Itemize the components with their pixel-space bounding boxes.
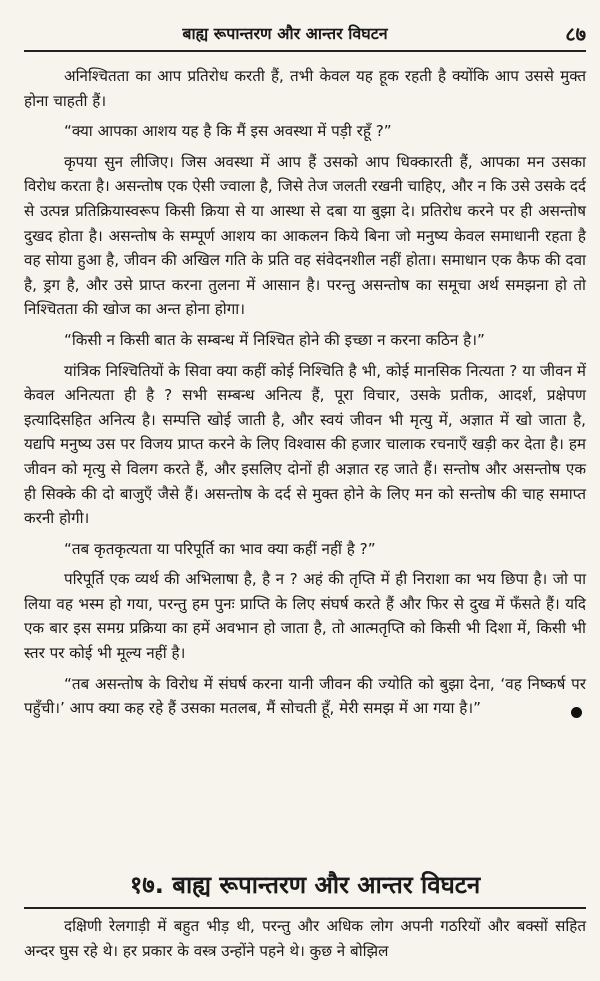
- dialogue-paragraph: “क्या आपका आशय यह है कि मैं इस अवस्था में पड़ी रहूँ ?”: [64, 122, 392, 141]
- page-number: ८७: [565, 22, 586, 46]
- paragraph: दक्षिणी रेलगाड़ी में बहुत भीड़ थी, परन्तु और अधिक लोग अपनी गठरियों और बक्सों सहित अन्दर घुस रहे थे। हर प्रकार के वस्त्र उन्होंने पहने थे। कुछ ने बोझिल: [24, 917, 586, 960]
- paragraph: कृपया सुन लीजिए। जिस अवस्था में आप हैं उसको आप धिक्कारती हैं, आपका मन उसका विरोध करता है। असन्तोष एक ऐसी ज्वाला है, जिसे तेज जलती रखनी चाहिए, और न कि उसे उसके दर्द से उत्पन्न प्रतिक्रियास्वरूप किसी क्रिया से या आस्था से दबा या बुझा दे। प्रतिरोध करने पर ही असन्तोष दुखद होता है। असन्तोष के सम्पूर्ण आशय का आकलन किये बिना जो मनुष्य केवल समाधानी रहता है वह सोया हुआ है, जीवन की अखिल गति के प्रति वह संवेदनशील नहीं होता। समाधान एक कैफ की दवा है, ड्रग है, और उसे प्राप्त करना तुलना में आसान है। परन्तु असन्तोष का समूचा अर्थ समझना हो तो निश्चितता की खोज का अन्त होना होगा।: [24, 152, 586, 319]
- section-end-row: [24, 727, 586, 737]
- paragraph: अनिश्चितता का आप प्रतिरोध करती हैं, तभी केवल यह हूक रहती है क्योंकि आप उससे मुक्त होना चाहती हैं।: [24, 67, 586, 110]
- section-end-bullet: [571, 707, 582, 718]
- paragraph: यांत्रिक निश्चितियों के सिवा क्या कहीं कोई निश्चिति है भी, कोई मानसिक नित्यता ? या जीवन में केवल अनित्यता ही है ? सभी सम्बन्ध अनित्य हैं, पूरा विचार, उसके प्रतीक, आदर्श, प्रक्षेपण इत्यादिसहित अनित्य है। सम्पत्ति खोई जाती है, और स्वयं जीवन भी मृत्यु में, अज्ञात में खो जाता है, यद्यपि मनुष्य उस पर विजय प्राप्त करने के लिए विश्वास की हजार चालाक रचनाएँ खड़ी कर देता है। हम जीवन को मृत्यु से विलग करते हैं, और इसलिए दोनों ही अज्ञात रह जाते हैं। सन्तोष और असन्तोष एक ही सिक्के की दो बाजुएँ जैसे हैं। असन्तोष के दर्द से मुक्त होने के लिए मन को सन्तोष की चाह समाप्त करनी होगी।: [24, 361, 586, 528]
- paragraph: परिपूर्ति एक व्यर्थ की अभिलाषा है, है न ? अहं की तृप्ति में ही निराशा का भय छिपा है। जो पा लिया वह भस्म हो गया, परन्तु हम पुनः प्राप्ति के लिए संघर्ष करते हैं और फिर से दुख में फँसते हैं। यदि एक बार इस समग्र प्रक्रिया का हमें अवभान हो जाता है, तो आत्मतृप्ति को किसी भी दिशा में, किसी भी स्तर पर कोई भी मूल्य नहीं है।: [24, 570, 586, 663]
- dialogue-paragraph: “तब कृतकृत्यता या परिपूर्ति का भाव क्या कहीं नहीं है ?”: [64, 539, 376, 558]
- chapter-heading: १७. बाह्य रूपान्तरण और आन्तर विघटन: [24, 868, 586, 909]
- dialogue-paragraph: “किसी न किसी बात के सम्बन्ध में निश्चित होने की इच्छा न करना कठिन है।”: [64, 330, 485, 349]
- running-header: [24, 22, 586, 52]
- running-header-title: बाह्य रूपान्तरण और आन्तर विघटन: [182, 24, 388, 43]
- dialogue-paragraph: “तब असन्तोष के विरोध में संघर्ष करना यानी जीवन की ज्योति को बुझा देना, ‘वह निष्कर्ष पर पहुँची।’ आप क्या कह रहे हैं उसका मतलब, मैं सोचती हूँ, मेरी समझ में आ गया है।”: [24, 674, 586, 718]
- body-text: [24, 64, 586, 737]
- chapter-opening-text: [24, 914, 586, 963]
